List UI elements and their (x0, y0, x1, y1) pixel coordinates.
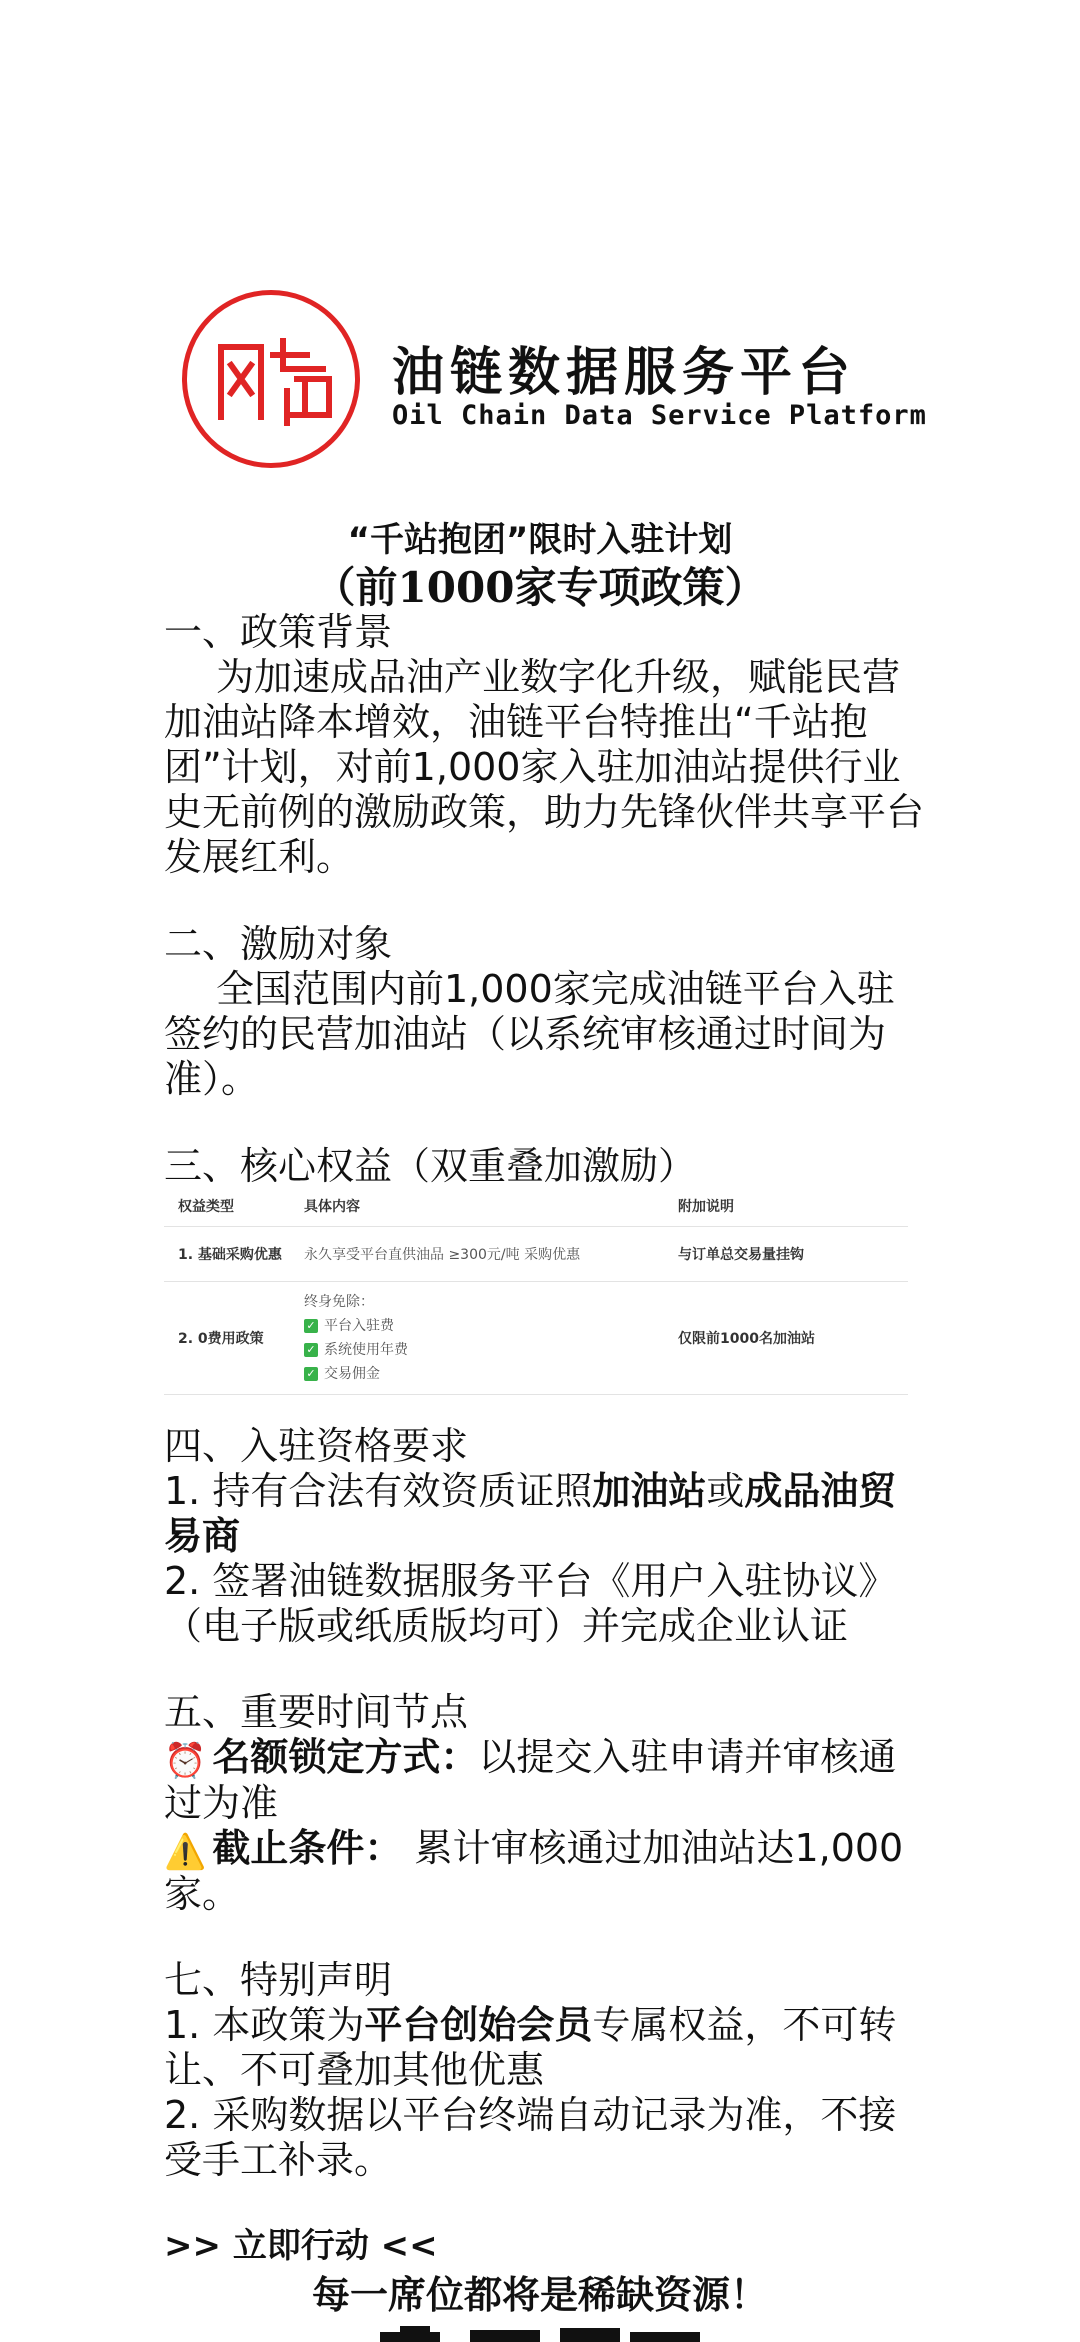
benefits-table (164, 1190, 908, 1395)
cropped-heading-graphic (380, 2326, 700, 2342)
benefit-note: 与订单总交易量挂钩 (678, 1227, 908, 1282)
list-item: 1. 本政策为平台创始会员专属权益，不可转让、不可叠加其他优惠 (164, 2003, 897, 2092)
benefit-content: 永久享受平台直供油品 ≥300元/吨 采购优惠 (304, 1227, 678, 1282)
document-subtitle: （前1000家专项政策） (313, 563, 767, 612)
document-title: “千站抱团”限时入驻计划 (347, 520, 733, 560)
section-heading: 一、政策背景 (164, 610, 393, 654)
warning-icon: ⚠️ (164, 1832, 207, 1872)
table-header: 附加说明 (678, 1190, 908, 1227)
section-heading: 七、特别声明 (164, 1958, 393, 2002)
content-title: 终身免除： (304, 1294, 374, 1310)
benefit-type: 2. 0费用政策 (164, 1282, 304, 1395)
section-heading: 五、重要时间节点 (164, 1690, 469, 1734)
section-policy-background (164, 610, 924, 880)
section-body: 为加速成品油产业数字化升级，赋能民营加油站降本增效，油链平台特推出“千站抱团”计划，对前1,000家入驻加油站提供行业史无前例的激励政策，助力先锋伙伴共享平台发展红利。 (164, 655, 925, 879)
list-item: ✓ 交易佣金 (304, 1362, 678, 1386)
section-incentive-target (164, 922, 924, 1102)
alarm-clock-icon: ⏰ (164, 1741, 207, 1781)
brand-name-cn: 油链数据服务平台 (392, 343, 857, 403)
check-icon: ✓ (304, 1319, 318, 1333)
platform-logo (182, 290, 360, 468)
section-timeline (164, 1690, 924, 1917)
scarcity-message: 每一席位都将是稀缺资源！ (311, 2273, 768, 2317)
seal-glyph-icon (187, 295, 355, 463)
list-item: 2. 签署油链数据服务平台《用户入驻协议》（电子版或纸质版均可）并完成企业认证 (164, 1559, 897, 1648)
list-item: 1. 持有合法有效资质证照加油站或成品油贸易商 (164, 1469, 897, 1558)
section-core-benefits (164, 1144, 924, 1189)
check-icon: ✓ (304, 1367, 318, 1381)
benefit-type: 1. 基础采购优惠 (164, 1227, 304, 1282)
call-to-action: >> 立即行动 << (164, 2226, 438, 2266)
table-header-row (164, 1190, 908, 1227)
table-header: 具体内容 (304, 1190, 678, 1227)
brand-name-en: Oil Chain Data Service Platform (392, 400, 927, 431)
table-row (164, 1227, 908, 1282)
table-row (164, 1282, 908, 1395)
section-heading: 四、入驻资格要求 (164, 1424, 469, 1468)
section-heading: 三、核心权益（双重叠加激励） (164, 1144, 697, 1188)
list-item: ✓ 系统使用年费 (304, 1338, 678, 1362)
benefit-content (304, 1282, 678, 1395)
list-item: ⏰ 名额锁定方式：以提交入驻申请并审核通过为准 (164, 1735, 897, 1825)
section-body: 全国范围内前1,000家完成油链平台入驻签约的民营加油站（以系统审核通过时间为准）。 (164, 967, 895, 1101)
section-heading: 二、激励对象 (164, 922, 393, 966)
section-eligibility (164, 1424, 924, 1649)
list-item: ✓ 平台入驻费 (304, 1314, 678, 1338)
check-icon: ✓ (304, 1343, 318, 1357)
list-item: 2. 采购数据以平台终端自动记录为准，不接受手工补录。 (164, 2093, 897, 2182)
section-special-statement (164, 1958, 924, 2183)
table-header: 权益类型 (164, 1190, 304, 1227)
benefit-note: 仅限前1000名加油站 (678, 1282, 908, 1395)
list-item: ⚠️ 截止条件： 累计审核通过加油站达1,000家。 (164, 1826, 904, 1916)
